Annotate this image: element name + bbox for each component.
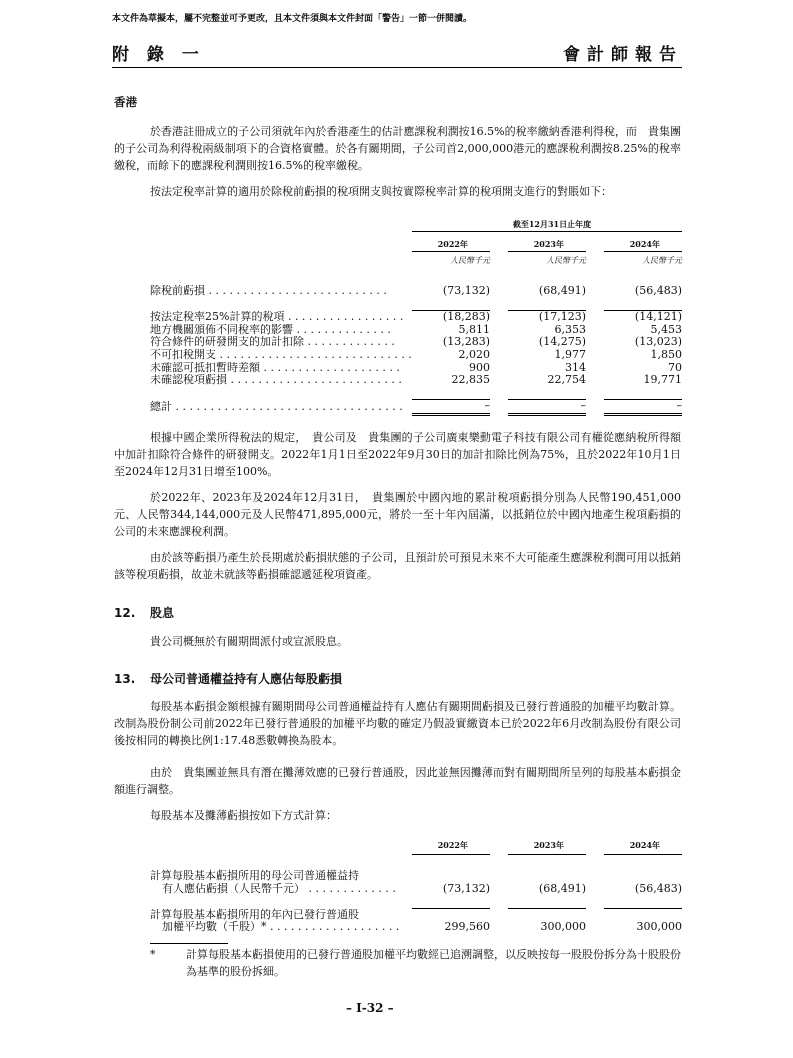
draft-warning-banner: 本文件為草擬本，屬不完整並可予更改，且本文件須與本文件封面「警告」一節一併閱讀。 [112, 14, 473, 24]
unit-label: 人民幣千元 [642, 256, 682, 266]
prc-paragraph-3: 由於該等虧損乃產生於長期處於虧損狀態的子公司，且預計於可預見未來不大可能產生應課稅利潤可用以抵銷該等稅項虧損，故並未就該等虧損確認遞延稅項資產。 [114, 551, 681, 581]
footnote-rule [150, 943, 228, 944]
table-row: 未確認稅項虧損 . . . . . . . . . . . . . . . . . . . . . . . . . 22,835 22,754 19,771 [150, 373, 682, 387]
footnote-marker: * [150, 948, 156, 961]
footnote-text: 計算每股基本虧損使用的已發行普通股加權平均數經已追溯調整，以反映按每一股股份拆分為十股股份為基準的股份拆細。 [186, 948, 681, 978]
year-2022-header: 2022年 [412, 231, 490, 251]
section-12-heading: 12. 股息 [114, 606, 175, 620]
table-row: 加權平均數（千股）* . . . . . . . . . . . . . . . . . . . 299,560 300,000 300,000 [162, 920, 682, 934]
section-13-paragraph-1: 每股基本虧損金額根據有關期間母公司普通權益持有人應佔有關期間虧損及已發行普通股的加權平均數計算。改制為股份制公司前2022年已發行普通股的加權平均數的確定乃假設實繳資本已於2022年6月改制為股份有限公司後按相同的轉換比例1:17.48悉數轉換為股本。 [114, 700, 681, 747]
year-2024-header: 2024年 [604, 231, 682, 251]
hk-paragraph-2: 按法定稅率計算的適用於除稅前虧損的稅項開支與按實際稅率計算的稅項開支進行的對賬如下： [150, 185, 612, 198]
table-row: 有人應佔虧損（人民幣千元） . . . . . . . . . . . . . (73,132) (68,491) (56,483) [162, 881, 682, 895]
table-row: 總計 . . . . . . . . . . . . . . . . . . . . . . . . . . . . . . . . . – – – [150, 399, 682, 413]
table-row: 計算每股基本虧損所用的年內已發行普通股 [150, 907, 359, 921]
loss-per-share-table [150, 838, 682, 934]
year-2023-header: 2023年 [508, 231, 586, 251]
unit-label: 人民幣千元 [546, 256, 586, 266]
eps-year-2022-header: 2022年 [412, 838, 490, 854]
table-row: 除稅前虧損 . . . . . . . . . . . . . . . . . . . . . . . . . . (73,132) (68,491) (56,483) [150, 284, 682, 298]
section-12-text: 貴公司概無於有關期間派付或宣派股息。 [150, 635, 348, 648]
prc-paragraph-2: 於2022年、2023年及2024年12月31日， 貴集團於中國內地的累計稅項虧損分別為人民幣190,451,000元、人民幣344,144,000元及人民幣471,895,000元，將於一至十年內屆滿，以抵銷位於中國內地產生稅項虧損的公司的未來應課稅利潤。 [114, 491, 681, 538]
report-title: 會計師報告 [563, 45, 683, 65]
eps-year-2024-header: 2024年 [604, 838, 682, 854]
table-row: 計算每股基本虧損所用的母公司普通權益持 [150, 869, 359, 882]
table-row: 未確認可抵扣暫時差額 . . . . . . . . . . . . . . . . . . . . 900 314 70 [150, 360, 682, 374]
page-number: – I-32 – [346, 1001, 394, 1015]
section-13-paragraph-3: 每股基本及攤薄虧損按如下方式計算： [150, 809, 337, 822]
table-row: 不可扣稅開支 . . . . . . . . . . . . . . . . . . . . . . . . . . . . 2,020 1,977 1,850 [150, 348, 682, 362]
table-row: 地方機關頒佈不同稅率的影響 . . . . . . . . . . . . . . 5,811 6,353 5,453 [150, 322, 682, 336]
prc-paragraph-1: 根據中國企業所得稅法的規定， 貴公司及 貴集團的子公司廣東樂動電子科技有限公司有權從應納稅所得額中加計扣除符合條件的研發開支。2022年1月1日至2022年9月30日的加計扣除比例為75%，且於2022年10月1日至2024年12月31日增至100%。 [114, 431, 681, 478]
table-row: 符合條件的研發開支的加計扣除 . . . . . . . . . . . . . (13,283) (14,275) (13,023) [150, 335, 682, 349]
appendix-label: 附 錄 一 [112, 45, 205, 65]
period-header: 截至12月31日止年度 [412, 218, 682, 231]
eps-year-2023-header: 2023年 [508, 838, 586, 854]
unit-label: 人民幣千元 [450, 256, 490, 266]
table-row: 按法定稅率25%計算的稅項 . . . . . . . . . . . . . . . . . (18,283) (17,123) (14,121) [150, 310, 682, 324]
hk-paragraph-1: 於香港註冊成立的子公司須就年內於香港產生的估計應課稅利潤按16.5%的稅率繳納香港利得稅，而 貴集團的子公司為利得稅兩級制項下的合資格實體。於各有關期間，子公司首2,000,000港元的應課稅利潤按8.25%的稅率繳稅，而餘下的應課稅利潤則按16.5%的稅率繳稅。 [114, 125, 681, 172]
section-13-heading: 13. 母公司普通權益持有人應佔每股虧損 [114, 672, 343, 686]
hk-heading: 香港 [114, 95, 137, 109]
section-13-paragraph-2: 由於 貴集團並無具有潛在攤薄效應的已發行普通股，因此並無因攤薄而對有關期間所呈列的每股基本虧損金額進行調整。 [114, 766, 681, 796]
tax-reconciliation-table [150, 218, 682, 416]
header-rule [112, 67, 682, 68]
